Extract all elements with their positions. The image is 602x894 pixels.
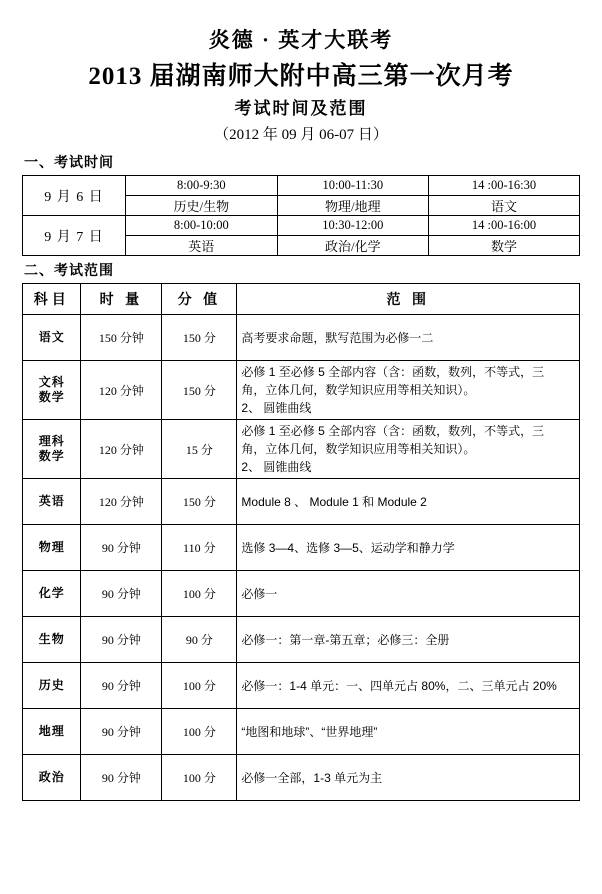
section-heading-exam-scope: 二、考试范围 [24, 264, 114, 279]
scope-duration: 90 分钟 [81, 755, 162, 801]
table-row [23, 361, 580, 420]
table-row [23, 571, 580, 617]
scope-subject: 英语 [23, 479, 81, 525]
column-header-subject: 科目 [23, 284, 81, 315]
time-subject: 历史/生物 [126, 196, 278, 216]
table-row [23, 216, 580, 236]
scope-line: 必修一 [241, 586, 278, 601]
scope-content [237, 617, 580, 663]
scope-line: 选修 3—4、选修 3—5、运动学和静力学 [241, 540, 455, 555]
scope-content [237, 525, 580, 571]
scope-line: 必修一：1-4 单元：一、四单元占 80%，二、三单元占 20% [241, 678, 557, 693]
scope-line: 2、 圆锥曲线 [241, 460, 312, 474]
table-row [23, 525, 580, 571]
scope-content [237, 315, 580, 361]
page-title-main: 2013 届湖南师大附中高三第一次月考 [88, 63, 514, 90]
scope-content [237, 709, 580, 755]
scope-subject: 物理 [23, 525, 81, 571]
scope-score: 100 分 [162, 755, 237, 801]
table-row [23, 663, 580, 709]
scope-subject: 语文 [23, 315, 81, 361]
scope-duration: 120 分钟 [81, 361, 162, 420]
time-slot: 8:00-10:00 [126, 216, 278, 236]
time-slot: 14 :00-16:00 [429, 216, 580, 236]
time-subject: 英语 [126, 236, 278, 256]
scope-score: 100 分 [162, 571, 237, 617]
scope-content [237, 663, 580, 709]
scope-duration: 120 分钟 [81, 420, 162, 479]
scope-line: 必修一全部，1-3 单元为主 [241, 770, 383, 785]
scope-line: 2、 圆锥曲线 [241, 401, 312, 415]
scope-subject-line2: 数学 [38, 390, 65, 404]
scope-duration: 90 分钟 [81, 617, 162, 663]
column-header-scope: 范 围 [237, 284, 580, 315]
scope-subject: 政治 [23, 755, 81, 801]
time-slot: 8:00-9:30 [126, 176, 278, 196]
time-slot: 14 :00-16:30 [429, 176, 580, 196]
scope-duration: 150 分钟 [81, 315, 162, 361]
scope-line: Module 8 、 Module 1 和 Module 2 [241, 494, 427, 509]
exam-time-table [22, 175, 580, 256]
scope-subject [23, 361, 81, 420]
scope-score: 150 分 [162, 361, 237, 420]
table-row [23, 709, 580, 755]
scope-subject-line1: 理科 [38, 434, 65, 448]
scope-duration: 120 分钟 [81, 479, 162, 525]
scope-line: 必修一：第一章-第五章；必修三：全册 [241, 632, 450, 647]
column-header-score: 分 值 [162, 284, 237, 315]
scope-content [237, 755, 580, 801]
scope-subject [23, 420, 81, 479]
section-heading-exam-time: 一、考试时间 [24, 156, 114, 171]
scope-content [237, 479, 580, 525]
time-subject: 物理/地理 [277, 196, 429, 216]
scope-score: 15 分 [162, 420, 237, 479]
scope-score: 100 分 [162, 663, 237, 709]
scope-duration: 90 分钟 [81, 525, 162, 571]
page-title-exam-brand: 炎德 · 英才大联考 [208, 28, 394, 52]
table-header-row [23, 284, 580, 315]
table-row [23, 420, 580, 479]
scope-score: 90 分 [162, 617, 237, 663]
scope-score: 150 分 [162, 479, 237, 525]
column-header-duration: 时 量 [81, 284, 162, 315]
scope-subject-line1: 文科 [38, 375, 65, 389]
scope-score: 100 分 [162, 709, 237, 755]
table-row [23, 617, 580, 663]
time-subject: 政治/化学 [277, 236, 429, 256]
scope-score: 150 分 [162, 315, 237, 361]
scope-subject: 化学 [23, 571, 81, 617]
table-row [23, 176, 580, 196]
scope-score: 110 分 [162, 525, 237, 571]
scope-subject-line2: 数学 [38, 449, 65, 463]
time-slot: 10:00-11:30 [277, 176, 429, 196]
time-day-label: 9 月 7 日 [23, 216, 126, 256]
scope-duration: 90 分钟 [81, 709, 162, 755]
scope-line: 必修 1 至必修 5 全部内容（含：函数，数列，不等式，三 [241, 365, 545, 379]
scope-content [237, 420, 580, 479]
scope-line: 角，立体几何，数学知识应用等相关知识）。 [241, 442, 476, 456]
table-row [23, 755, 580, 801]
scope-subject: 地理 [23, 709, 81, 755]
scope-content [237, 361, 580, 420]
scope-line: 角，立体几何，数学知识应用等相关知识）。 [241, 383, 476, 397]
table-row [23, 315, 580, 361]
page-date-range: （2012 年 09 月 06-07 日） [214, 127, 388, 143]
scope-duration: 90 分钟 [81, 663, 162, 709]
time-day-label: 9 月 6 日 [23, 176, 126, 216]
scope-duration: 90 分钟 [81, 571, 162, 617]
scope-line: 高考要求命题，默写范围为必修一二 [241, 330, 434, 345]
exam-scope-table [22, 283, 580, 801]
scope-subject: 生物 [23, 617, 81, 663]
scope-line: “地图和地球”、“世界地理” [241, 724, 378, 739]
time-subject: 语文 [429, 196, 580, 216]
table-row [23, 479, 580, 525]
scope-content [237, 571, 580, 617]
page-subtitle: 考试时间及范围 [234, 99, 368, 118]
time-slot: 10:30-12:00 [277, 216, 429, 236]
time-subject: 数学 [429, 236, 580, 256]
scope-line: 必修 1 至必修 5 全部内容（含：函数，数列，不等式，三 [241, 424, 545, 438]
scope-subject: 历史 [23, 663, 81, 709]
